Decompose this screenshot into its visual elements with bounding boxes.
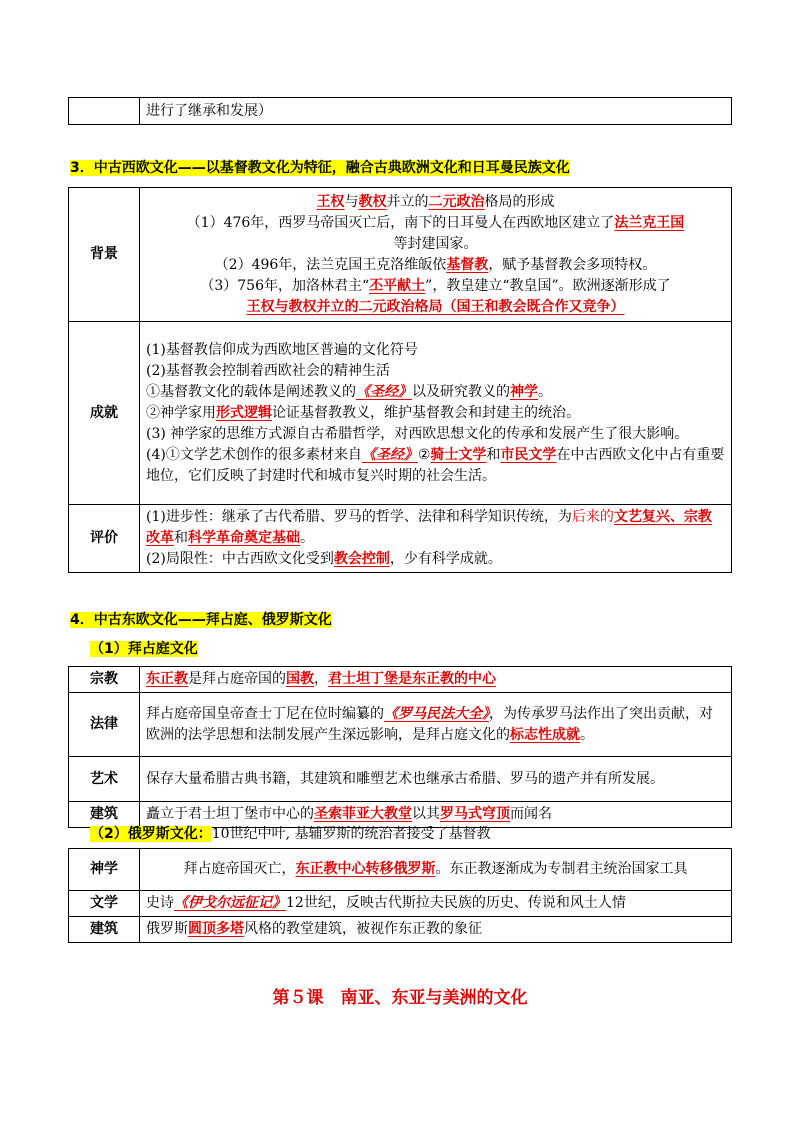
byzantine-subtitle: （1）拜占庭文化 [90, 641, 198, 657]
rus-theology-content: 拜占庭帝国灭亡，东正教中心转移俄罗斯。东正教逐渐成为专制君主统治国家工具 [140, 849, 732, 891]
continuation-table [68, 97, 732, 125]
west-europe-table [68, 187, 732, 573]
byz-row-art [69, 757, 732, 802]
byz-architecture-header: 建筑 [69, 802, 140, 828]
byz-law-header: 法律 [69, 693, 140, 757]
rus-row-theology [69, 849, 732, 891]
byzantine-table [68, 666, 732, 828]
byz-religion-header: 宗教 [69, 667, 140, 693]
section-3-title: 3．中古西欧文化——以基督教文化为特征，融合古典欧洲文化和日耳曼民族文化 [70, 160, 570, 176]
byz-law-content: 拜占庭帝国皇帝查士丁尼在位时编纂的《罗马民法大全》，为传承罗马法作出了突出贡献，对欧洲的法学思想和法制发展产生深远影响，是拜占庭文化的标志性成就。 [140, 693, 732, 757]
continuation-text: 进行了继承和发展） [140, 98, 732, 125]
continuation-header-cell [69, 98, 140, 125]
lesson-title: 第５课 南亚、东亚与美洲的文化 [272, 988, 528, 1008]
section-4-title: 4．中古东欧文化——拜占庭、俄罗斯文化 [70, 612, 332, 628]
evaluation-header: 评价 [69, 505, 140, 573]
achievements-header: 成就 [69, 322, 140, 505]
russian-intro: 10世纪中叶, 基辅罗斯的统治者接受了基督教 [211, 826, 491, 842]
background-content: 王权与教权并立的二元政治格局的形成 （1）476年，西罗马帝国灭亡后，南下的日耳曼人在西欧地区建立了法兰克王国 等封建国家。 （2）496年，法兰克国王克洛维皈依基督教，赋予基督教会多项特权。 （3）756年，加洛林君主“丕平献土”，教皇建立“教皇国”。欧洲逐渐形成了 王权与教权并立的二元政治格局（国王和教会既合作又竞争） [140, 188, 732, 322]
evaluation-row [69, 505, 732, 573]
background-row [69, 188, 732, 322]
byz-religion-content: 东正教是拜占庭帝国的国教，君士坦丁堡是东正教的中心 [140, 667, 732, 693]
rus-architecture-content: 俄罗斯圆顶多塔风格的教堂建筑，被视作东正教的象征 [140, 917, 732, 943]
byz-art-header: 艺术 [69, 757, 140, 802]
russian-subtitle: （2）俄罗斯文化：10世纪中叶, 基辅罗斯的统治者接受了基督教 [90, 826, 491, 842]
byz-row-religion [69, 667, 732, 693]
rus-literature-content: 史诗《伊戈尔远征记》12世纪，反映古代斯拉夫民族的历史、传说和风土人情 [140, 891, 732, 917]
rus-row-literature [69, 891, 732, 917]
rus-architecture-header: 建筑 [69, 917, 140, 943]
rus-literature-header: 文学 [69, 891, 140, 917]
russian-table [68, 848, 732, 943]
byz-row-law [69, 693, 732, 757]
evaluation-content: (1)进步性：继承了古代希腊、罗马的哲学、法律和科学知识传统，为后来的文艺复兴、宗教改革和科学革命奠定基础。 (2)局限性：中古西欧文化受到教会控制，少有科学成就。 [140, 505, 732, 573]
achievements-row [69, 322, 732, 505]
byz-architecture-content: 矗立于君士坦丁堡市中心的圣索菲亚大教堂以其罗马式穹顶而闻名 [140, 802, 732, 828]
rus-theology-header: 神学 [69, 849, 140, 891]
achievements-content: (1)基督教信仰成为西欧地区普遍的文化符号 (2)基督教会控制着西欧社会的精神生活 ①基督教文化的载体是阐述教义的《圣经》以及研究教义的神学。 ②神学家用形式逻辑论证基督教教义，维护基督教会和封建主的统治。 (3) 神学家的思维方式源自古希腊哲学，对西欧思想文化的传承和发展产生了很大影响。 (4)①文学艺术创作的很多素材来自《圣经》②骑士文学和市民文学在中古西欧文化中占有重要地位，它们反映了封建时代和城市复兴时期的社会生活。 [140, 322, 732, 505]
byz-art-content: 保存大量希腊古典书籍，其建筑和雕塑艺术也继承古希腊、罗马的遗产并有所发展。 [140, 757, 732, 802]
background-header: 背景 [69, 188, 140, 322]
rus-row-architecture [69, 917, 732, 943]
